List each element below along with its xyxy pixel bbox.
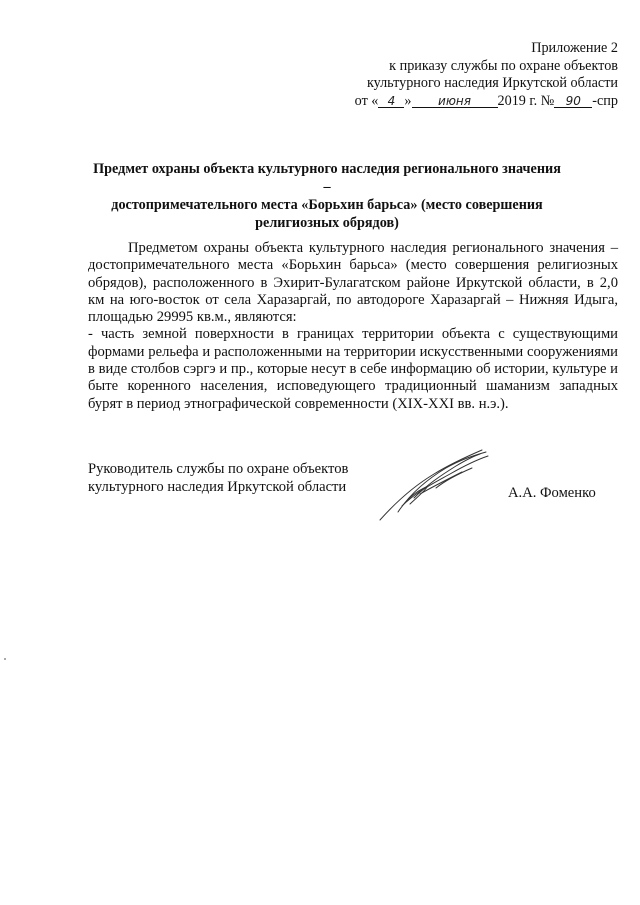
document-title (88, 160, 566, 232)
date-month-handwritten: июня (412, 95, 498, 108)
signatory-position (88, 460, 348, 496)
appendix-order-ref: к приказу службы по охране объектов (389, 57, 618, 74)
title-line-1: Предмет охраны объекта культурного наследия регионального значения – (93, 161, 561, 195)
document-body (88, 240, 618, 413)
date-mid: » (404, 92, 412, 109)
appendix-header (355, 40, 618, 110)
doc-suffix: -спр (592, 92, 618, 109)
signatory-position-line-1: Руководитель службы по охране объектов (88, 461, 349, 477)
title-line-3: религиозных обрядов) (255, 215, 399, 231)
handwritten-signature-icon (376, 444, 496, 524)
doc-number-handwritten: 90 (554, 95, 592, 108)
appendix-authority: культурного наследия Иркутской области (366, 75, 618, 91)
body-paragraph-2: - часть земной поверхности в границах территории объекта с существующими формами рельефа и расположенными на территории искусственными сооружениями в виде столбов сэргэ и пр., которые несут в себе информацию об истории, культуре и быте коренного населения, исповедующего традиционный шаманизм западных бурят в период этнографической современности (XIX-XXI вв. н.э.). (88, 326, 618, 412)
date-prefix: от « (354, 92, 379, 109)
scan-speck (4, 658, 6, 660)
signatory-position-line-2: культурного наследия Иркутской области (88, 479, 347, 495)
signatory-name: А.А. Фоменко (508, 485, 596, 501)
date-year: 2019 г. № (497, 92, 555, 109)
date-day-handwritten: 4 (378, 95, 404, 108)
title-line-2: достопримечательного места «Борьхин барьса» (место совершения (111, 197, 543, 213)
body-paragraph-1: Предметом охраны объекта культурного наследия регионального значения – достопримечательного места «Борьхин барьса» (место совершения религиозных обрядов), расположенного в Эхирит-Булагатском районе Иркутской области, в 2,0 км на юго-восток от села Харазаргай, по автодороге Харазаргай – Нижняя Идыга, площадью 29995 кв.м., являются: (88, 240, 618, 326)
appendix-label: Приложение 2 (531, 40, 618, 56)
appendix-date-line (355, 93, 618, 111)
